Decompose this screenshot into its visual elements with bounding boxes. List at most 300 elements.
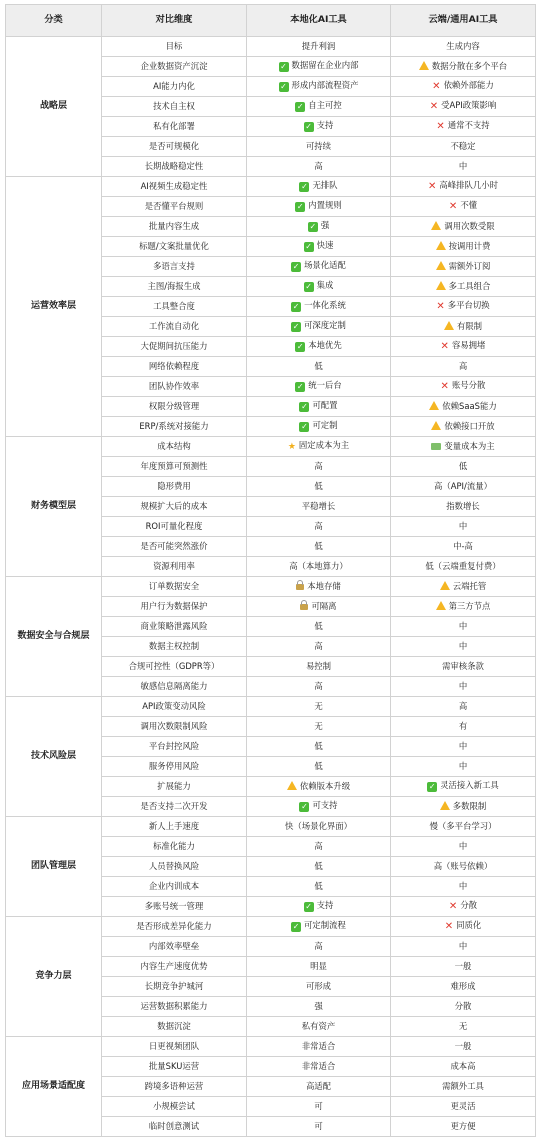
cloud-ai-cell-text: 无 — [458, 1020, 468, 1031]
cloud-ai-cell-text: 灵活接入新工具 — [440, 780, 499, 790]
local-ai-cell-text: 私有资产 — [301, 1020, 336, 1031]
dimension-cell: 用户行为数据保护 — [102, 597, 247, 617]
cloud-ai-cell-text: 高 — [458, 700, 468, 711]
cloud-ai-cell-text: 低 — [458, 460, 468, 471]
cloud-ai-cell — [391, 97, 536, 117]
local-ai-cell — [247, 917, 391, 937]
cloud-ai-cell-text: 受API政策影响 — [441, 100, 497, 110]
warning-icon — [287, 781, 297, 790]
local-ai-cell-text: 易控制 — [305, 660, 332, 671]
local-ai-cell-text: 低 — [314, 740, 323, 751]
table-row — [6, 1037, 536, 1057]
local-ai-cell — [247, 377, 391, 397]
local-ai-cell-text: 可支持 — [312, 800, 338, 810]
dimension-cell: 商业策略泄露风险 — [102, 617, 247, 637]
dimension-cell: 运营数据积累能力 — [102, 997, 247, 1017]
local-ai-cell-text: 高 — [314, 160, 323, 171]
local-ai-cell-text: 依赖版本升级 — [299, 781, 351, 792]
check-icon: ✓ — [296, 202, 304, 211]
dimension-cell: 是否形成差异化能力 — [102, 917, 247, 937]
local-ai-cell — [247, 417, 391, 437]
check-icon: ✓ — [296, 102, 304, 111]
dimension-cell: 扩展能力 — [102, 777, 247, 797]
local-ai-cell-text: 低 — [314, 540, 323, 551]
table-row — [6, 817, 536, 837]
cloud-ai-cell — [391, 317, 536, 337]
cloud-ai-cell — [391, 157, 536, 177]
cloud-ai-cell-text: 中 — [458, 740, 468, 751]
local-ai-cell — [247, 697, 391, 717]
local-ai-cell-text: 非常适合 — [301, 1040, 336, 1051]
cloud-ai-cell-text: 账号分散 — [451, 380, 486, 390]
local-ai-cell-text: 高适配 — [305, 1080, 332, 1091]
local-ai-cell-text: 集成 — [316, 280, 334, 290]
local-ai-cell-text: 一体化系统 — [304, 300, 346, 310]
cloud-ai-cell — [391, 637, 536, 657]
lock-icon — [296, 584, 304, 590]
cloud-ai-cell-text: 中 — [458, 940, 468, 951]
check-icon: ✓ — [280, 62, 287, 71]
dimension-cell: 长期竞争护城河 — [102, 977, 247, 997]
dimension-cell: 敏感信息隔离能力 — [102, 677, 247, 697]
cloud-ai-cell-text: 中 — [458, 680, 468, 691]
header-local-ai: 本地化AI工具 — [247, 5, 391, 37]
cloud-ai-cell — [391, 257, 536, 277]
cloud-ai-cell-text: 有限制 — [456, 321, 483, 332]
local-ai-cell — [247, 197, 391, 217]
cloud-ai-cell — [391, 977, 536, 997]
dimension-cell: 调用次数限制风险 — [102, 717, 247, 737]
dimension-cell: 长期战略稳定性 — [102, 157, 247, 177]
dimension-cell: 技术自主权 — [102, 97, 247, 117]
local-ai-cell — [247, 257, 391, 277]
cloud-ai-cell-text: 中 — [458, 620, 468, 631]
cloud-ai-cell-text: 高峰排队几小时 — [439, 180, 498, 190]
local-ai-cell-text: 低 — [314, 760, 323, 771]
warning-icon — [431, 421, 441, 430]
dimension-cell: 团队协作效率 — [102, 377, 247, 397]
local-ai-cell — [247, 57, 391, 77]
cloud-ai-cell — [391, 677, 536, 697]
dimension-cell: 人员替换风险 — [102, 857, 247, 877]
dimension-cell: ERP/系统对接能力 — [102, 417, 247, 437]
local-ai-cell — [247, 997, 391, 1017]
check-icon: ✓ — [292, 302, 300, 311]
cloud-ai-cell — [391, 197, 536, 217]
table-row — [6, 577, 536, 597]
local-ai-cell-text: 可定制流程 — [304, 920, 346, 930]
cloud-ai-cell-text: 依赖外部能力 — [443, 80, 494, 90]
local-ai-cell — [247, 1097, 391, 1117]
local-ai-cell — [247, 517, 391, 537]
check-icon: ✓ — [292, 922, 300, 931]
warning-icon — [440, 581, 450, 590]
dimension-cell: 隐形费用 — [102, 477, 247, 497]
dimension-cell: 私有化部署 — [102, 117, 247, 137]
check-icon: ✓ — [296, 342, 304, 351]
check-icon: ✓ — [292, 262, 300, 271]
local-ai-cell-text: 强 — [314, 1000, 323, 1011]
local-ai-cell — [247, 617, 391, 637]
check-icon: ✓ — [301, 402, 308, 411]
cloud-ai-cell — [391, 657, 536, 677]
dimension-cell: 是否懂平台规则 — [102, 197, 247, 217]
cross-icon: ✕ — [436, 121, 445, 132]
table-row — [6, 917, 536, 937]
local-ai-cell-text: 可形成 — [305, 980, 332, 991]
cross-icon: ✕ — [448, 901, 458, 912]
cloud-ai-cell — [391, 917, 536, 937]
check-icon: ✓ — [296, 382, 304, 391]
local-ai-cell — [247, 837, 391, 857]
check-icon: ✓ — [428, 782, 436, 791]
local-ai-cell — [247, 897, 391, 917]
cloud-ai-cell-text: 更方便 — [450, 1120, 476, 1131]
cloud-ai-cell-text: 中 — [458, 880, 468, 891]
local-ai-cell-text: 快（场景化界面） — [285, 820, 352, 831]
local-ai-cell-text: 可深度定制 — [304, 320, 346, 330]
dimension-cell: 年度预算可预测性 — [102, 457, 247, 477]
cloud-ai-cell-text: 同质化 — [456, 920, 482, 930]
local-ai-cell-text: 高 — [314, 680, 323, 691]
table-body — [6, 37, 536, 1137]
local-ai-cell-text: 平稳增长 — [301, 500, 336, 511]
local-ai-cell-text: 自主可控 — [308, 100, 342, 110]
local-ai-cell — [247, 1037, 391, 1057]
local-ai-cell-text: 强 — [320, 220, 330, 230]
dimension-cell: 批量SKU运营 — [102, 1057, 247, 1077]
warning-icon — [431, 221, 441, 230]
cloud-ai-cell — [391, 117, 536, 137]
local-ai-cell-text: 低 — [314, 620, 323, 631]
cloud-ai-cell-text: 多数限制 — [452, 801, 487, 812]
check-icon: ✓ — [280, 82, 287, 91]
cloud-ai-cell — [391, 697, 536, 717]
local-ai-cell — [247, 237, 391, 257]
cloud-ai-cell-text: 需额外工具 — [442, 1080, 484, 1091]
dimension-cell: AI视频生成稳定性 — [102, 177, 247, 197]
cloud-ai-cell-text: 依赖SaaS能力 — [442, 401, 497, 412]
local-ai-cell-text: 高 — [314, 460, 323, 471]
local-ai-cell-text: 本地优先 — [308, 340, 342, 350]
cloud-ai-cell-text: 调用次数受限 — [444, 221, 495, 232]
cross-icon: ✕ — [448, 201, 458, 212]
cloud-ai-cell-text: 不稳定 — [450, 140, 476, 151]
cloud-ai-cell — [391, 957, 536, 977]
local-ai-cell-text: 非常适合 — [301, 1060, 336, 1071]
local-ai-cell — [247, 557, 391, 577]
local-ai-cell — [247, 1077, 391, 1097]
local-ai-cell — [247, 477, 391, 497]
cloud-ai-cell-text: 高 — [458, 360, 468, 371]
cloud-ai-cell — [391, 437, 536, 457]
local-ai-cell-text: 可定制 — [312, 420, 338, 430]
check-icon: ✓ — [292, 322, 300, 331]
local-ai-cell — [247, 817, 391, 837]
local-ai-cell-text: 本地存储 — [307, 581, 341, 592]
cloud-ai-cell-text: 中 — [458, 760, 468, 771]
local-ai-cell — [247, 757, 391, 777]
local-ai-cell-text: 支持 — [316, 120, 334, 130]
dimension-cell: 权限分级管理 — [102, 397, 247, 417]
dimension-cell: 平台封控风险 — [102, 737, 247, 757]
comparison-table — [5, 4, 536, 1137]
cloud-ai-cell-text: 按调用计费 — [448, 241, 491, 252]
local-ai-cell-text: 可 — [314, 1120, 323, 1131]
local-ai-cell-text: 低 — [314, 880, 323, 891]
dimension-cell: 主图/海报生成 — [102, 277, 247, 297]
cloud-ai-cell — [391, 277, 536, 297]
cloud-ai-cell — [391, 557, 536, 577]
cloud-ai-cell — [391, 717, 536, 737]
cloud-ai-cell-text: 中 — [458, 640, 468, 651]
cloud-ai-cell — [391, 797, 536, 817]
cloud-ai-cell — [391, 237, 536, 257]
local-ai-cell — [247, 1017, 391, 1037]
category-cell: 团队管理层 — [6, 817, 102, 917]
local-ai-cell-text: 数据留在企业内部 — [291, 60, 359, 70]
local-ai-cell-text: 可持续 — [305, 140, 332, 151]
local-ai-cell — [247, 497, 391, 517]
header-row — [6, 5, 536, 37]
local-ai-cell-text: 高（本地算力） — [289, 560, 348, 571]
table-row — [6, 437, 536, 457]
dimension-cell: 内容生产速度优势 — [102, 957, 247, 977]
cloud-ai-cell-text: 依赖接口开放 — [444, 421, 495, 432]
dimension-cell: 合规可控性（GDPR等） — [102, 657, 247, 677]
cloud-ai-cell-text: 成本高 — [450, 1060, 476, 1071]
cloud-ai-cell-text: 慢（多平台学习） — [429, 820, 497, 831]
dimension-cell: 小规模尝试 — [102, 1097, 247, 1117]
cloud-ai-cell-text: 高（API/流量） — [434, 480, 492, 491]
check-icon: ✓ — [305, 902, 312, 911]
local-ai-cell — [247, 857, 391, 877]
category-cell: 运营效率层 — [6, 177, 102, 437]
cloud-ai-cell — [391, 1097, 536, 1117]
dimension-cell: 服务停用风险 — [102, 757, 247, 777]
local-ai-cell-text: 明显 — [310, 960, 327, 971]
money-icon — [431, 443, 441, 450]
local-ai-cell — [247, 637, 391, 657]
dimension-cell: 数据沉淀 — [102, 1017, 247, 1037]
cloud-ai-cell-text: 指数增长 — [446, 500, 480, 511]
cloud-ai-cell — [391, 57, 536, 77]
cloud-ai-cell-text: 容易拥堵 — [451, 340, 486, 350]
local-ai-cell — [247, 957, 391, 977]
cloud-ai-cell-text: 需审核条款 — [442, 660, 484, 671]
cloud-ai-cell — [391, 517, 536, 537]
local-ai-cell-text: 内置规则 — [308, 200, 342, 210]
local-ai-cell — [247, 157, 391, 177]
local-ai-cell-text: 高 — [314, 840, 323, 851]
cloud-ai-cell-text: 变量成本为主 — [444, 440, 495, 451]
local-ai-cell-text: 形成内部流程资产 — [291, 80, 359, 90]
local-ai-cell-text: 可 — [314, 1100, 323, 1111]
cloud-ai-cell — [391, 217, 536, 237]
table-header — [6, 5, 536, 37]
check-icon: ✓ — [301, 182, 308, 191]
check-icon: ✓ — [309, 222, 317, 231]
check-icon: ✓ — [305, 242, 312, 251]
cloud-ai-cell-text: 生成内容 — [446, 40, 480, 51]
cloud-ai-cell — [391, 857, 536, 877]
cloud-ai-cell-text: 中 — [458, 160, 468, 171]
local-ai-cell — [247, 437, 391, 457]
dimension-cell: 规模扩大后的成本 — [102, 497, 247, 517]
warning-icon — [436, 241, 446, 250]
local-ai-cell-text: 无 — [314, 720, 323, 731]
header-dimension: 对比维度 — [102, 5, 247, 37]
cross-icon: ✕ — [436, 301, 445, 312]
cloud-ai-cell — [391, 617, 536, 637]
check-icon: ✓ — [301, 802, 308, 811]
cloud-ai-cell-text: 一般 — [454, 960, 472, 971]
star-icon: ★ — [287, 441, 296, 452]
header-category: 分类 — [6, 5, 102, 37]
local-ai-cell — [247, 77, 391, 97]
lock-icon — [300, 604, 308, 610]
cloud-ai-cell — [391, 737, 536, 757]
cloud-ai-cell — [391, 817, 536, 837]
local-ai-cell — [247, 117, 391, 137]
cloud-ai-cell — [391, 877, 536, 897]
cloud-ai-cell — [391, 537, 536, 557]
cloud-ai-cell — [391, 837, 536, 857]
local-ai-cell-text: 低 — [314, 360, 323, 371]
cloud-ai-cell — [391, 577, 536, 597]
dimension-cell: 工作流自动化 — [102, 317, 247, 337]
cloud-ai-cell — [391, 1017, 536, 1037]
cloud-ai-cell-text: 一般 — [454, 1040, 472, 1051]
local-ai-cell — [247, 297, 391, 317]
local-ai-cell-text: 统一后台 — [308, 380, 342, 390]
local-ai-cell-text: 场景化适配 — [304, 260, 346, 270]
local-ai-cell — [247, 797, 391, 817]
local-ai-cell — [247, 137, 391, 157]
local-ai-cell — [247, 577, 391, 597]
cross-icon: ✕ — [427, 181, 437, 192]
category-cell: 战略层 — [6, 37, 102, 177]
category-cell: 数据安全与合规层 — [6, 577, 102, 697]
cloud-ai-cell-text: 多工具组合 — [448, 281, 491, 292]
cloud-ai-cell — [391, 417, 536, 437]
local-ai-cell — [247, 737, 391, 757]
cloud-ai-cell-text: 中 — [458, 840, 468, 851]
local-ai-cell — [247, 657, 391, 677]
dimension-cell: 标题/文案批量优化 — [102, 237, 247, 257]
dimension-cell: 大促期间抗压能力 — [102, 337, 247, 357]
local-ai-cell-text: 可隔离 — [311, 601, 337, 612]
local-ai-cell — [247, 717, 391, 737]
local-ai-cell — [247, 877, 391, 897]
header-cloud-ai: 云端/通用AI工具 — [391, 5, 536, 37]
local-ai-cell-text: 高 — [314, 940, 323, 951]
warning-icon — [444, 321, 454, 330]
cloud-ai-cell — [391, 37, 536, 57]
local-ai-cell — [247, 977, 391, 997]
table-row — [6, 177, 536, 197]
dimension-cell: 临时创意测试 — [102, 1117, 247, 1137]
category-cell: 应用场景适配度 — [6, 1037, 102, 1137]
cloud-ai-cell-text: 数据分散在多个平台 — [431, 61, 508, 72]
dimension-cell: 新人上手速度 — [102, 817, 247, 837]
dimension-cell: 是否可规模化 — [102, 137, 247, 157]
dimension-cell: 日更视频团队 — [102, 1037, 247, 1057]
local-ai-cell-text: 提升利润 — [301, 40, 336, 51]
cloud-ai-cell — [391, 997, 536, 1017]
cloud-ai-cell-text: 有 — [458, 720, 468, 731]
cloud-ai-cell — [391, 1057, 536, 1077]
cloud-ai-cell-text: 第三方节点 — [448, 601, 491, 612]
local-ai-cell-text: 低 — [314, 480, 323, 491]
cloud-ai-cell — [391, 897, 536, 917]
cloud-ai-cell — [391, 137, 536, 157]
cross-icon: ✕ — [444, 921, 454, 932]
local-ai-cell-text: 无排队 — [312, 180, 338, 190]
cloud-ai-cell-text: 高（账号依赖） — [433, 860, 493, 871]
warning-icon — [419, 61, 429, 70]
dimension-cell: ROI可量化程度 — [102, 517, 247, 537]
cloud-ai-cell-text: 分散 — [460, 900, 478, 910]
local-ai-cell — [247, 677, 391, 697]
local-ai-cell — [247, 937, 391, 957]
cloud-ai-cell-text: 中-高 — [453, 540, 473, 551]
local-ai-cell-text: 无 — [314, 700, 323, 711]
check-icon: ✓ — [305, 282, 312, 291]
cloud-ai-cell — [391, 397, 536, 417]
cloud-ai-cell — [391, 1037, 536, 1057]
cloud-ai-cell — [391, 597, 536, 617]
cloud-ai-cell-text: 分散 — [454, 1000, 472, 1011]
warning-icon — [429, 401, 439, 410]
local-ai-cell — [247, 217, 391, 237]
local-ai-cell — [247, 337, 391, 357]
category-cell: 财务模型层 — [6, 437, 102, 577]
cloud-ai-cell-text: 更灵活 — [450, 1100, 476, 1111]
cloud-ai-cell — [391, 1077, 536, 1097]
local-ai-cell-text: 固定成本为主 — [298, 439, 350, 450]
cloud-ai-cell — [391, 497, 536, 517]
local-ai-cell — [247, 457, 391, 477]
cross-icon: ✕ — [440, 341, 449, 352]
warning-icon — [436, 601, 446, 610]
dimension-cell: 标准化能力 — [102, 837, 247, 857]
local-ai-cell-text: 低 — [314, 860, 323, 871]
dimension-cell: 企业数据资产沉淀 — [102, 57, 247, 77]
local-ai-cell-text: 高 — [314, 520, 323, 531]
cloud-ai-cell — [391, 357, 536, 377]
local-ai-cell — [247, 317, 391, 337]
cloud-ai-cell — [391, 457, 536, 477]
cloud-ai-cell — [391, 297, 536, 317]
local-ai-cell-text: 高 — [314, 640, 323, 651]
local-ai-cell — [247, 177, 391, 197]
dimension-cell: 成本结构 — [102, 437, 247, 457]
cloud-ai-cell — [391, 757, 536, 777]
dimension-cell: 跨境多语种运营 — [102, 1077, 247, 1097]
table-row — [6, 37, 536, 57]
dimension-cell: API政策变动风险 — [102, 697, 247, 717]
cloud-ai-cell-text: 通常不支持 — [447, 120, 490, 130]
cloud-ai-cell — [391, 377, 536, 397]
cloud-ai-cell — [391, 177, 536, 197]
local-ai-cell — [247, 397, 391, 417]
dimension-cell: AI能力内化 — [102, 77, 247, 97]
dimension-cell: 多语言支持 — [102, 257, 247, 277]
local-ai-cell — [247, 97, 391, 117]
dimension-cell: 资源利用率 — [102, 557, 247, 577]
local-ai-cell — [247, 1117, 391, 1137]
